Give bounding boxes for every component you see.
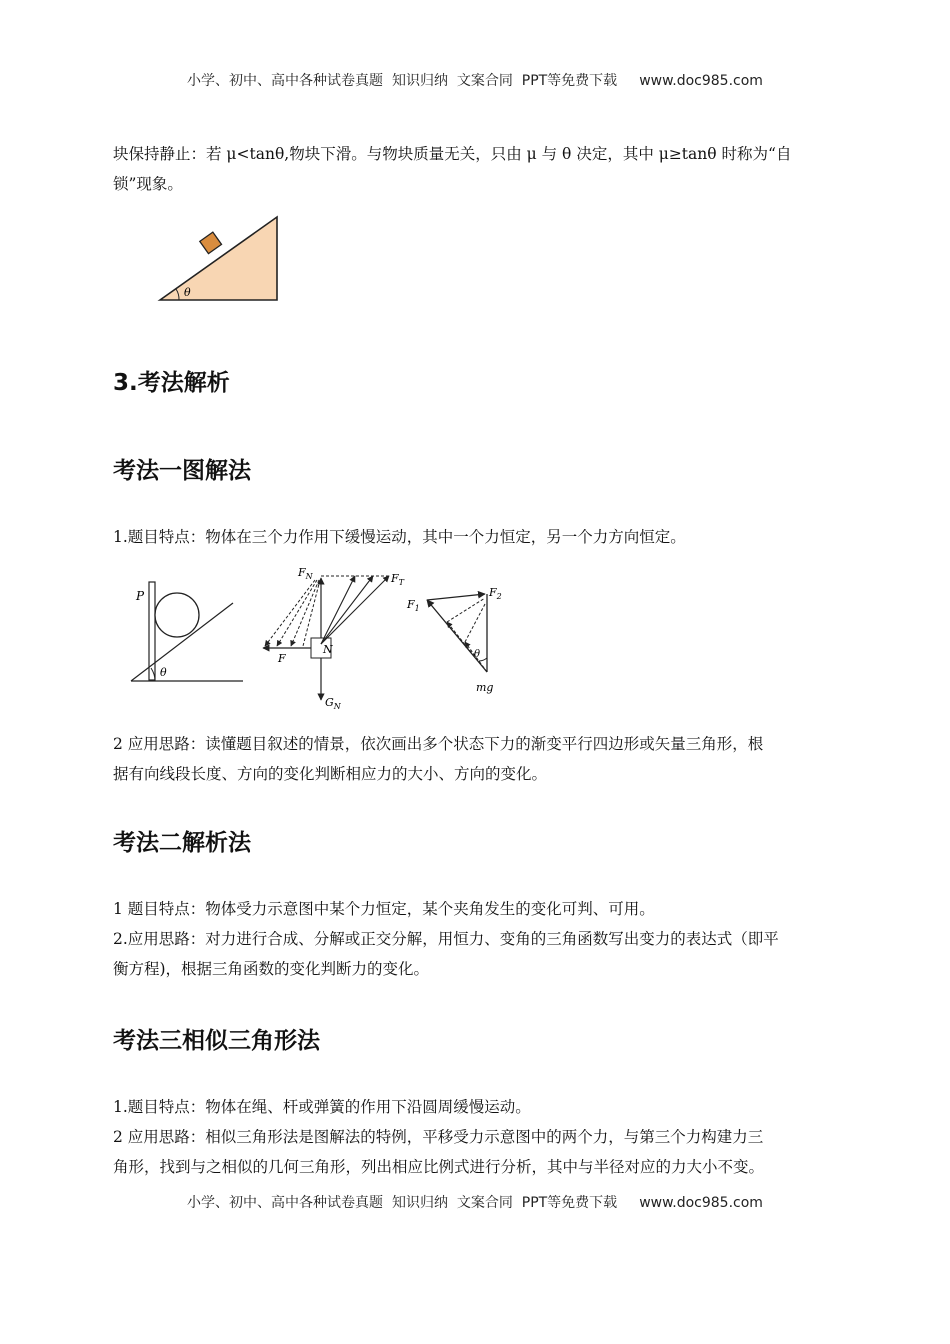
tri-dashed-4 — [465, 604, 485, 642]
label-theta-2: θ — [474, 649, 481, 660]
intro-paragraph — [113, 139, 833, 199]
block — [200, 232, 222, 253]
header-text: 小学、初中、高中各种试卷真题 知识归纳 文案合同 PPT等免费下载 — [187, 73, 618, 89]
header-site: www.doc985.com — [639, 73, 763, 89]
force-parallelogram-figure — [263, 566, 405, 711]
f2-side — [427, 594, 485, 600]
footer-text: 小学、初中、高中各种试卷真题 知识归纳 文案合同 PPT等免费下载 — [187, 1195, 618, 1211]
section3-title: 3.考法解析 — [113, 370, 230, 396]
page-footer — [0, 1192, 950, 1212]
dashed-1 — [265, 580, 315, 646]
method3-title: 考法三相似三角形法 — [113, 1028, 320, 1054]
vector-triangle-figure — [406, 586, 502, 694]
intro-line-2: 锁”现象。 — [113, 175, 183, 193]
method2-title: 考法二解析法 — [113, 830, 251, 856]
wall-ball-figure — [131, 582, 243, 681]
dashed-2 — [277, 580, 317, 646]
method2-point2-line1: 2.应用思路：对力进行合成、分解或正交分解，用恒力、变角的三角函数写出变力的表达式（即平 — [113, 930, 779, 948]
method1-point2-line2: 据有向线段长度、方向的变化判断相应力的大小、方向的变化。 — [113, 765, 548, 783]
method3-point1: 1.题目特点：物体在绳、杆或弹簧的作用下沿圆周缓慢运动。 — [113, 1098, 531, 1116]
ft-arrow-1 — [321, 576, 389, 644]
ft-arrow-2 — [321, 576, 373, 644]
incline-figure — [155, 212, 285, 307]
label-gn: $G_N$ — [325, 696, 341, 711]
label-f: F — [278, 652, 286, 665]
method3-points — [113, 1092, 833, 1182]
label-n: N — [323, 643, 333, 656]
label-p: P — [136, 589, 145, 603]
method2-point2-line2: 衡方程)，根据三角函数的变化判断力的变化。 — [113, 960, 430, 978]
ball — [155, 593, 199, 637]
label-mg: mg — [476, 681, 494, 694]
method1-figures — [125, 560, 515, 710]
dashed-3 — [291, 580, 319, 646]
label-fn: $F_N$ — [298, 566, 313, 581]
method1-point2-line1: 2 应用思路：读懂题目叙述的情景，依次画出多个状态下力的渐变平行四边形或矢量三角形，根 — [113, 735, 764, 753]
theta-arc-2 — [479, 658, 487, 661]
tri-dashed-2 — [447, 598, 485, 622]
incline-theta: θ — [184, 286, 191, 299]
method2-points — [113, 894, 833, 984]
label-f1: $F_1$ — [407, 598, 420, 613]
method1-point1: 1.题目特点：物体在三个力作用下缓慢运动，其中一个力恒定，另一个力方向恒定。 — [113, 528, 686, 546]
page-header — [0, 70, 950, 90]
f1-side — [427, 600, 487, 672]
method2-point1: 1 题目特点：物体受力示意图中某个力恒定，某个夹角发生的变化可判、可用。 — [113, 900, 655, 918]
method1-title: 考法一图解法 — [113, 458, 251, 484]
label-theta-1: θ — [160, 666, 167, 679]
footer-site: www.doc985.com — [639, 1195, 763, 1211]
method1-point2 — [113, 729, 833, 789]
ft-arrow-3 — [321, 576, 355, 644]
method3-point2-line2: 角形，找到与之相似的几何三角形，列出相应比例式进行分析，其中与半径对应的力大小不变。 — [113, 1158, 765, 1176]
label-f2: $F_2$ — [489, 586, 502, 601]
incline-wedge — [160, 217, 277, 300]
label-ft: $F_T$ — [391, 572, 404, 587]
intro-line-1: 块保持静止：若 μ<tanθ,物块下滑。与物块质量无关，只由 μ 与 θ 决定，其中 μ≥tanθ 时称为“自 — [113, 145, 792, 163]
method3-point2-line1: 2 应用思路：相似三角形法是图解法的特例，平移受力示意图中的两个力，与第三个力构建力三 — [113, 1128, 764, 1146]
